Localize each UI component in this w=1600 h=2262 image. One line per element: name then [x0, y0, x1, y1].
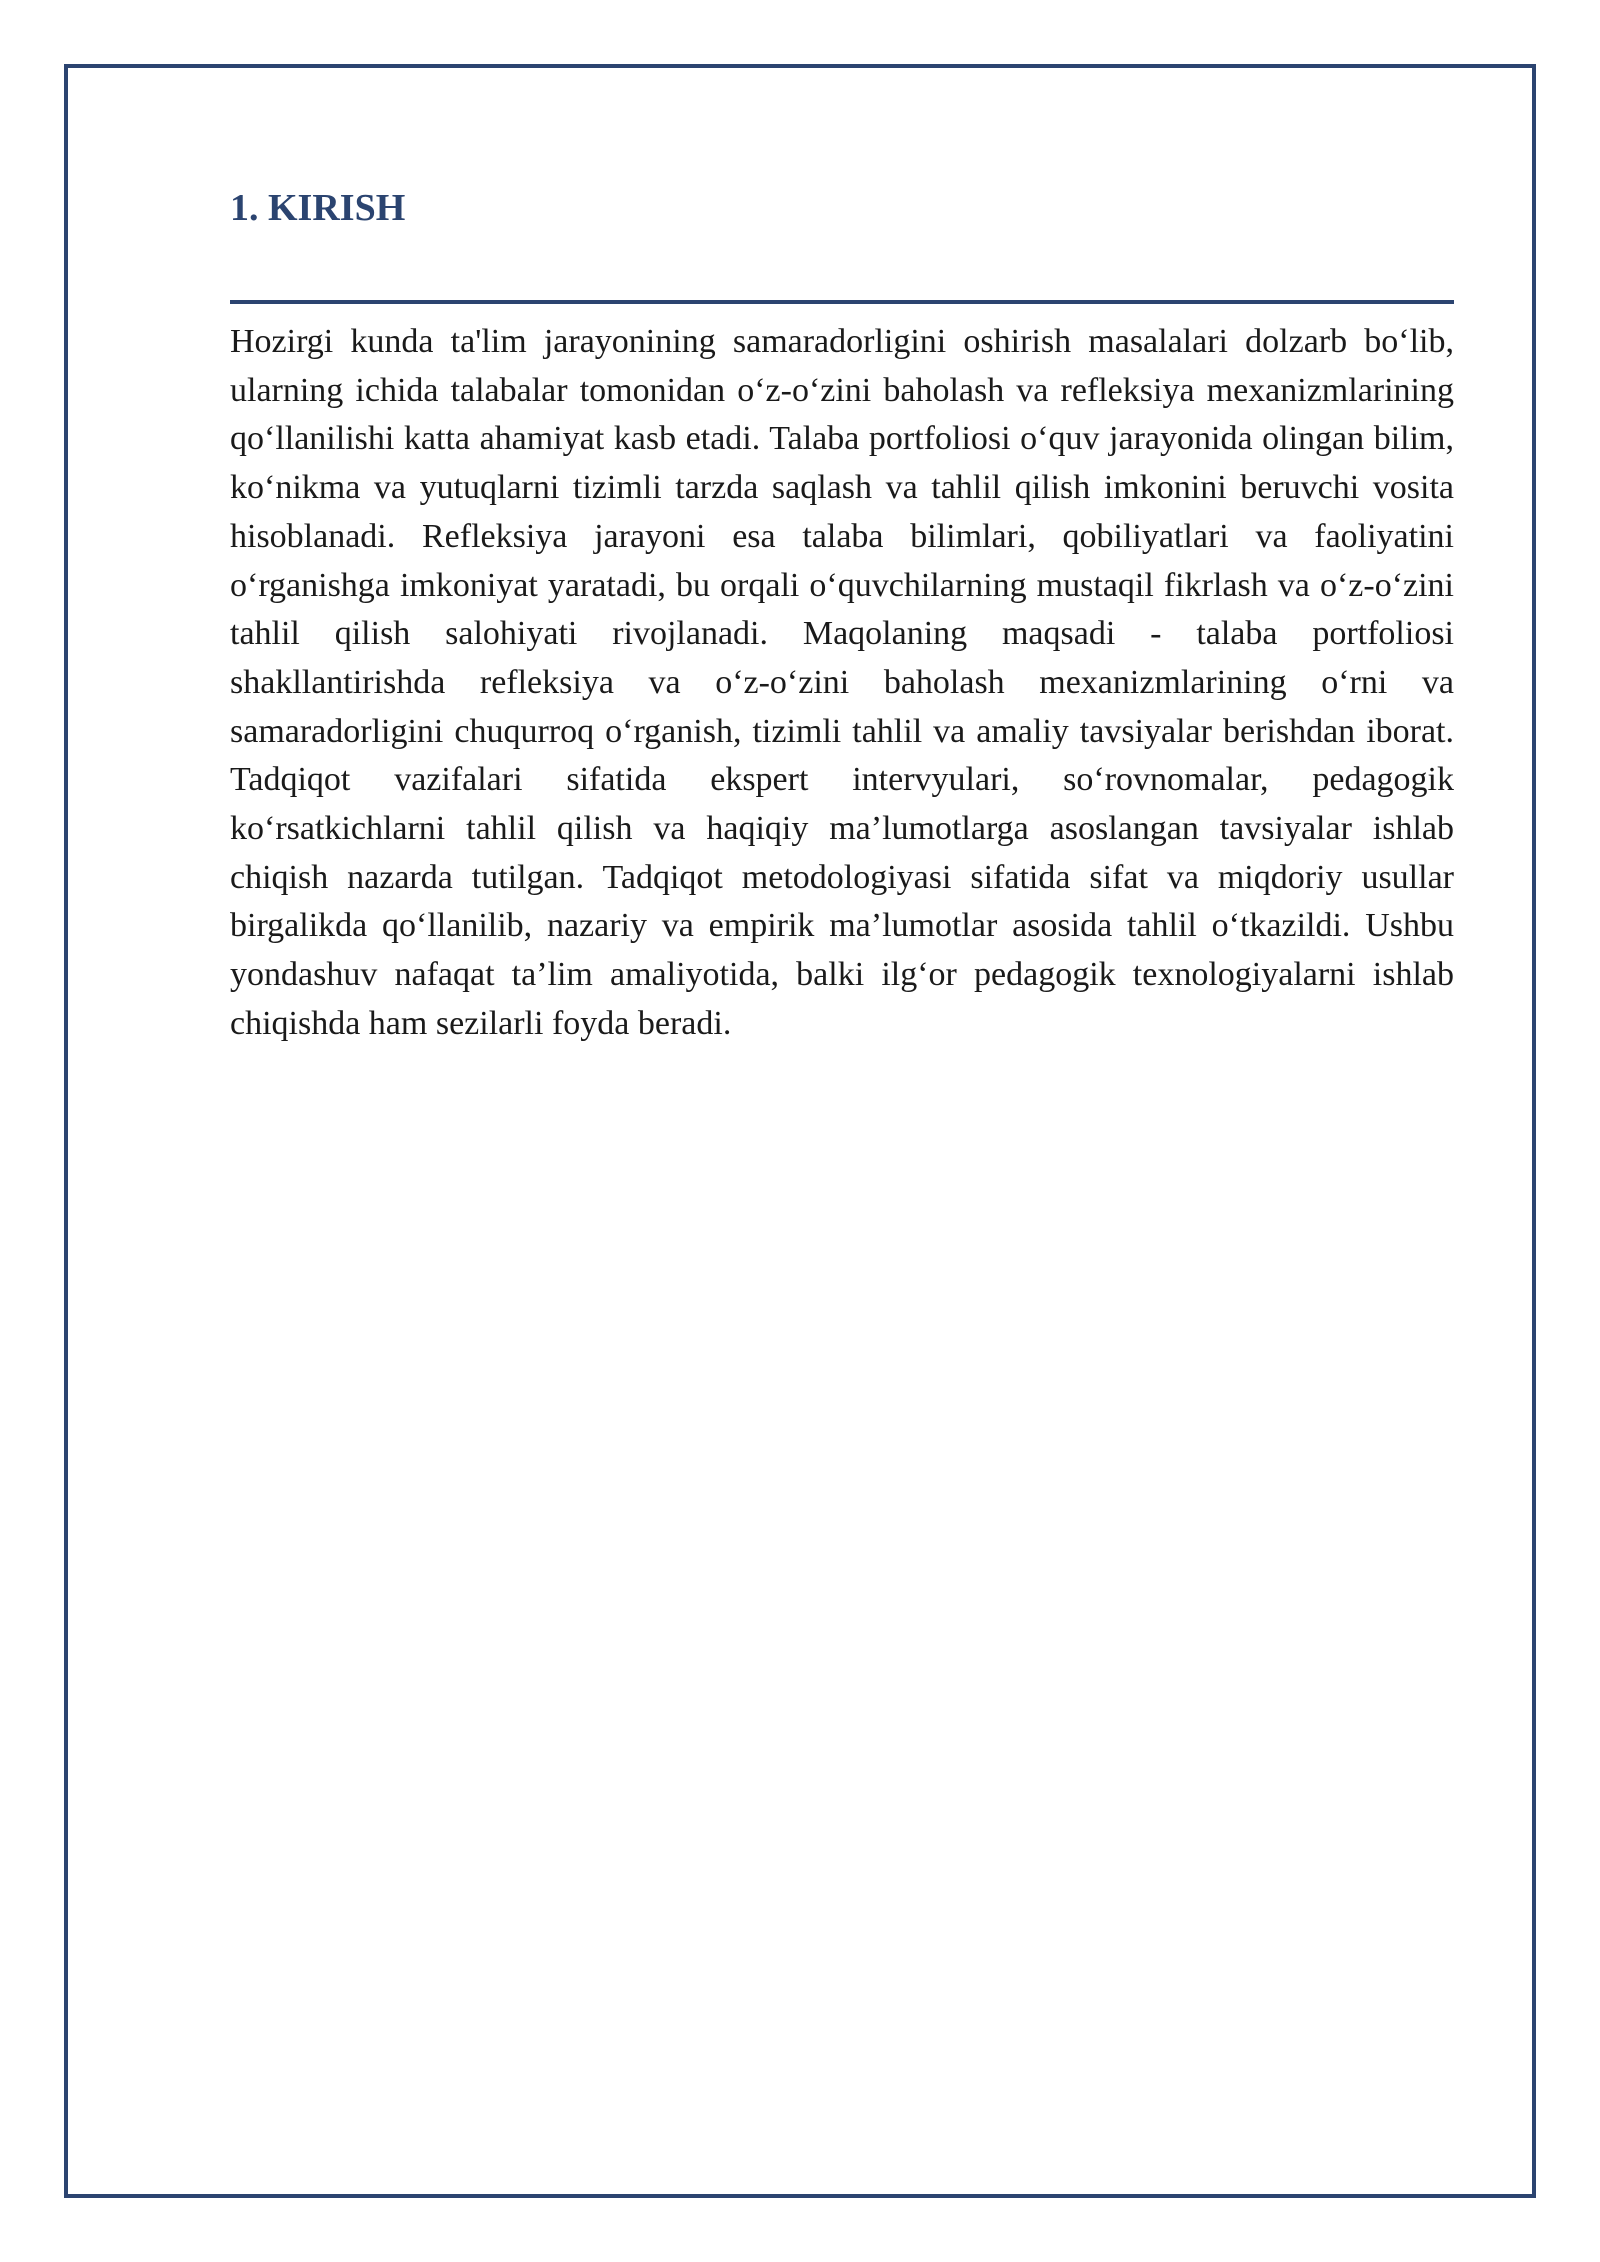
body-paragraph: Hozirgi kunda ta'lim jarayonining samaradorligini oshirish masalalari dolzarb bo‘lib, ularning ichida talabalar tomonidan o‘z-o‘zini baholash va refleksiya mexanizmlarining qo‘llanilishi katta ahamiyat kasb etadi. Talaba portfoliosi o‘quv jarayonida olingan bilim, ko‘nikma va yutuqlarni tizimli tarzda saqlash va tahlil qilish imkonini beruvchi vosita hisoblanadi. Refleksiya jarayoni esa talaba bilimlari, qobiliyatlari va faoliyatini o‘rganishga imkoniyat yaratadi, bu orqali o‘quvchilarning mustaqil fikrlash va o‘z-o‘zini tahlil qilish salohiyati rivojlanadi. Maqolaning maqsadi - talaba portfoliosi shakllantirishda refleksiya va o‘z-o‘zini baholash mexanizmlarining o‘rni va samaradorligini chuqurroq o‘rganish, tizimli tahlil va amaliy tavsiyalar berishdan iborat. Tadqiqot vazifalari sifatida ekspert intervyulari, so‘rovnomalar, pedagogik ko‘rsatkichlarni tahlil qilish va haqiqiy ma’lumotlarga asoslangan tavsiyalar ishlab chiqish nazarda tutilgan. Tadqiqot metodologiyasi sifatida sifat va miqdoriy usullar birgalikda qo‘llanilib, nazariy va empirik ma’lumotlar asosida tahlil o‘tkazildi. Ushbu yondashuv nafaqat ta’lim amaliyotida, balki ilg‘or pedagogik texnologiyalarni ishlab chiqishda ham sezilarli foyda beradi.: [230, 323, 1454, 1042]
heading-divider: [230, 300, 1454, 304]
section-heading: 1. KIRISH: [230, 187, 406, 229]
